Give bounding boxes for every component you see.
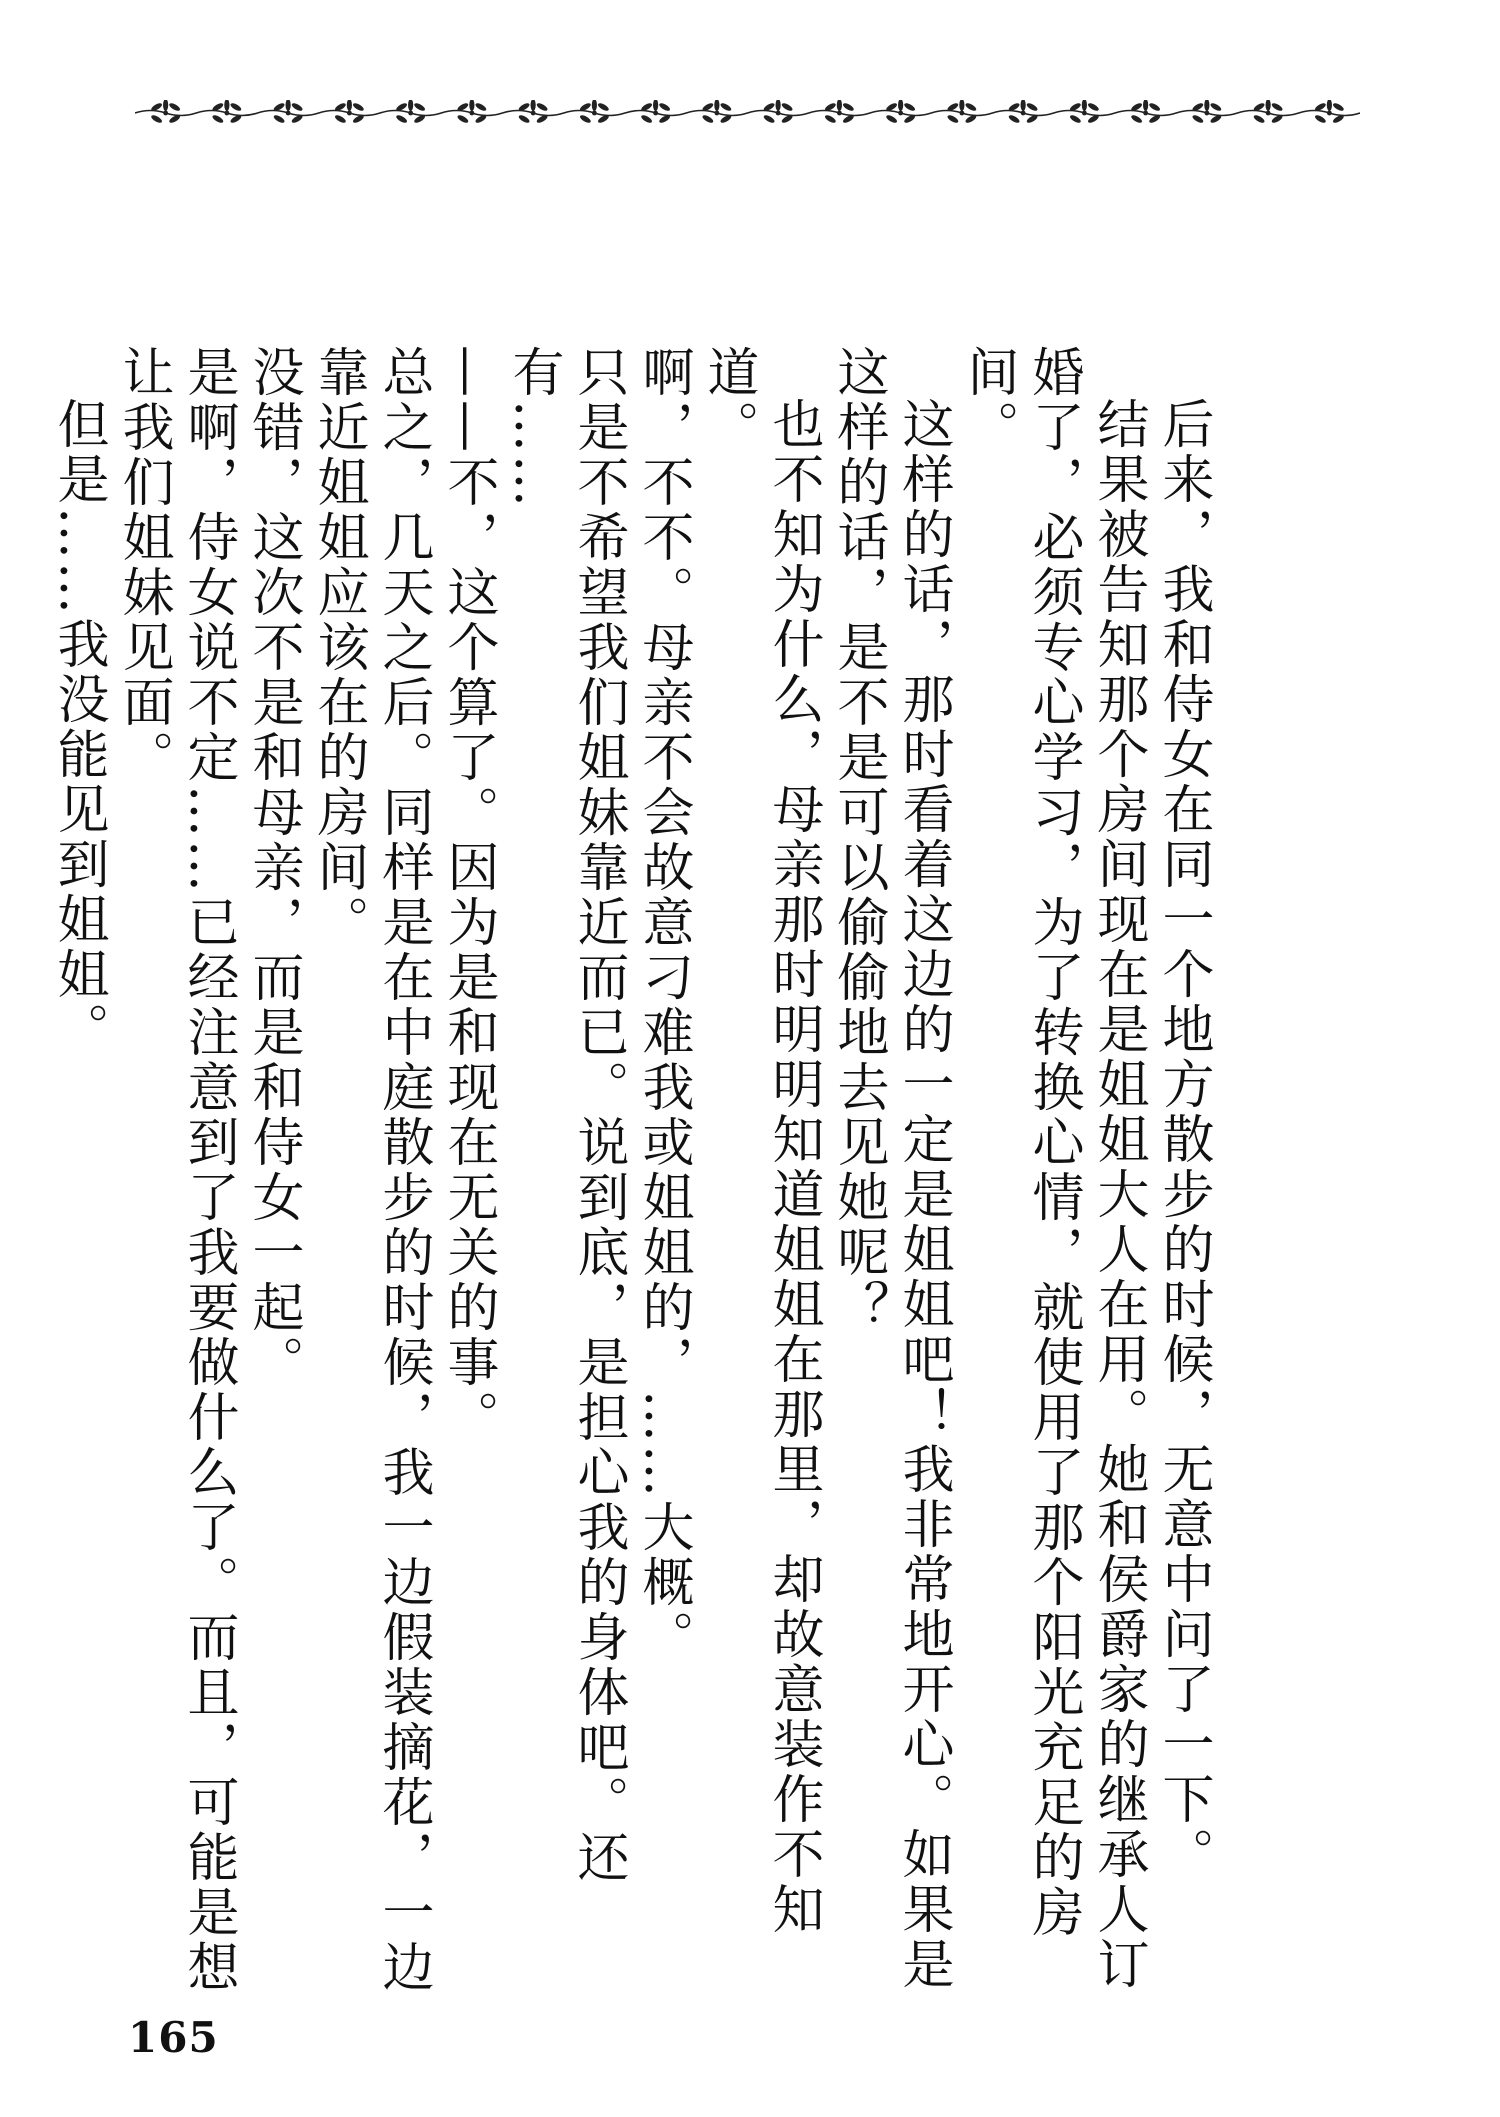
paragraph: 是啊，侍女说不定……已经注意到了我要做什么了。而且，可能是想让我们姐妹见面。 xyxy=(113,345,238,1995)
paragraph: 这样的话，那时看着这边的一定是姐姐吧！我非常地开心。如果是这样的话，是不是可以偷偷地去见她呢？ xyxy=(828,345,953,1992)
paragraph: 后来，我和侍女在同一个地方散步的时候，无意中问了一下。 xyxy=(1153,397,1213,1882)
paragraph: 啊，不不。母亲不会故意刁难我或姐姐的，……大概。 xyxy=(633,345,693,1665)
paragraph: ——不，这个算了。因为是和现在无关的事。 xyxy=(438,345,498,1445)
paragraph: 总之，几天之后。同样是在中庭散步的时候，我一边假装摘花，一边靠近姐姐应该在的房间。 xyxy=(308,345,433,1995)
paragraph: 但是……我没能见到姐姐。 xyxy=(48,397,108,1057)
paragraph: 也不知为什么，母亲那时明明知道姐姐在那里，却故意装作不知道。 xyxy=(698,345,823,1937)
paragraph: 结果被告知那个房间现在是姐姐大人在用。她和侯爵家的继承人订婚了，必须专心学习，为了转换心情，就使用了那个阳光充足的房间。 xyxy=(958,345,1148,1992)
ornament-divider xyxy=(135,100,1360,126)
vertical-text-block xyxy=(45,345,1215,1995)
paragraph: 只是不希望我们姐妹靠近而已。说到底，是担心我的身体吧。还有…… xyxy=(503,345,628,1885)
page-number: 165 xyxy=(128,2013,219,2062)
paragraph: 没错，这次不是和母亲，而是和侍女一起。 xyxy=(243,345,303,1390)
